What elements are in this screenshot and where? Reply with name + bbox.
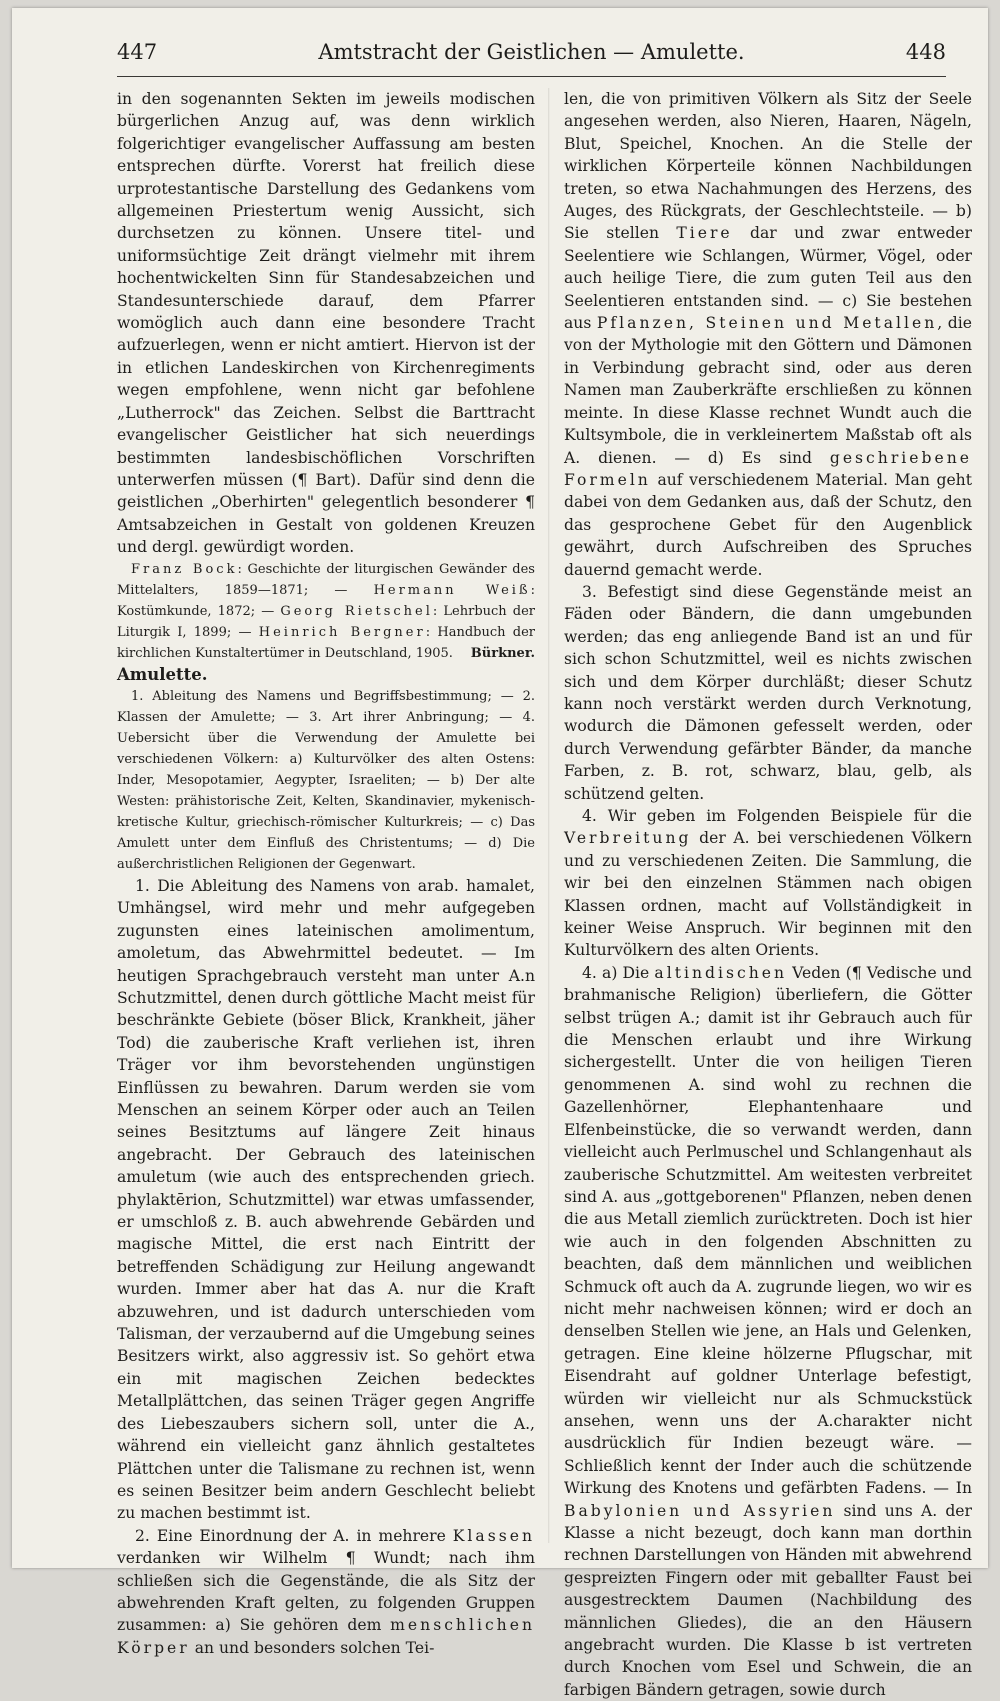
article-toc: 1. Ableitung des Namens und Begriffsbestimmung; — 2. Klassen der Amulette; — 3. Art ihrer Anbringung; — 4. Uebersicht über die Verwendung der Amulette bei verschiedenen Völkern: a) Kulturvölker des alten Ostens: Inder, Mesopotamier, Aegypter, Israeliten; — b) Der alte Westen: prähistorische Zeit, Kelten, Skandinavier, mykenisch-kretische Kultur, griechisch-römischer Kulturkreis; — c) Das Amulett unter dem Einfluß des Christentums; — d) Die außerchristlichen Religionen der Gegenwart.: [117, 688, 535, 872]
book-page: [12, 8, 988, 1699]
section-2-paragraph: 2. Eine Einordnung der A. in mehrere Klassen verdanken wir Wilhelm ¶ Wundt; nach ihm schließen sich die Gegenstände, die als Sitz der abwehrenden Kraft gelten, zu folgenden Gruppen zusammen: a) Sie gehören dem menschlichen Körper an und besonders solchen Tei-: [117, 1526, 535, 1657]
lit-author: Hermann Weiß: [373, 582, 531, 598]
lit-author: Heinrich Bergner: [258, 624, 426, 640]
lit-author: Georg Rietschel: [280, 603, 433, 619]
section-4-intro-paragraph: 4. Wir geben im Folgenden Beispiele für die Verbreitung der A. bei verschiedenen Völkern und zu verschiedenen Zeiten. Die Sammlung, die wir bei den einzelnen Stämmen nach obigen Klassen ordnen, macht auf Vollständigkeit in keiner Weise Anspruch. Wir beginnen mit den Kulturvölkern des alten Orients.: [564, 807, 972, 960]
page-number-left: 447: [117, 40, 158, 64]
running-header: [117, 36, 946, 77]
page-number-right: 448: [905, 40, 946, 64]
article-author: Bürkner.: [470, 645, 535, 661]
lit-title: : Kostümkunde, 1872; —: [117, 582, 535, 619]
article-title: Amulette.: [117, 664, 208, 684]
paragraph-amtstracht-end: in den sogenannten Sekten im jeweils modischen bürgerlichen Anzug auf, was denn wirklich folgerichtiger evangelischer Auffassung am besten entsprechen dürfte. Vorerst hat freilich diese urprotestantische Darstellung des Gedankens vom allgemeinen Priestertum wenig Aussicht, sich durchsetzen zu können. Unsere titel- und uniformsüchtige Zeit drängt vielmehr mit ihrem hochentwickelten Sinn für Standesabzeichen und Standesunterschiede darauf, dem Pfarrer womöglich auch dann eine besondere Tracht aufzuerlegen, wenn er nicht amtiert. Hiervon ist der in etlichen Landeskirchen von Kirchenregiments wegen empfohlene, wenn nicht gar befohlene „Lutherrock" das Zeichen. Selbst die Barttracht evangelischer Geistlicher hat sich neuerdings bestimmten landesbischöflichen Vorschriften unterwerfen müssen (¶ Bart). Dafür sind denn die geistlichen „Oberhirten" gelegentlich besonderer ¶ Amtsabzeichen in Gestalt von goldenen Kreuzen und dergl. gewürdigt worden.: [117, 90, 535, 557]
running-title: Amtstracht der Geistlichen — Amulette.: [318, 40, 745, 64]
lit-title: : Handbuch der kirchlichen Kunstaltertümer in Deutschland, 1905.: [117, 624, 535, 661]
section-4a-paragraph: 4. a) Die altindischen Veden (¶ Vedische und brahmanische Religion) überliefern, die Götter selbst trügen A.; damit ist ihr Gebrauch auch für die Menschen erlaubt und ihre Wirkung sichergestellt. Unter die von heiligen Tieren genommenen A. sind wohl zu rechnen die Gazellenhörner, Elephantenhaare und Elfenbeinstücke, die so verwandt werden, dann vielleicht auch Perlmuschel und Schlangenhaut als zauberische Schutzmittel. Am weitesten verbreitet sind A. aus „gottgeborenen" Pflanzen, neben denen die aus Metall ziemlich zurücktreten. Doch ist hier wie auch in den folgenden Abschnitten zu beachten, daß dem männlichen und weiblichen Schmuck oft auch da A. zugrunde liegen, wo wir es nicht mehr nachweisen können; wird er doch an denselben Stellen wie jene, an Hals und Gelenken, getragen. Eine kleine hölzerne Pflugschar, mit Eisendraht auf goldner Unterlage befestigt, würden wir vielleicht nur als Schmuckstück ansehen, wenn uns der A.charakter nicht ausdrücklich für Indien bezeugt wäre. — Schließlich kennt der Inder auch die schützende Wirkung des Knotens und gefärbten Fadens. — In Babylonien und Assyrien sind uns A. der Klasse a nicht bezeugt, doch kann man dorthin rechnen Darstellungen von Händen mit abwehrend gespreizten Fingern oder mit geballter Faust bei ausgestrecktem Daumen (Nachbildung des männlichen Gliedes), die an den Häusern angebracht wurden. Die Klasse b ist vertreten durch Knochen vom Esel und Schwein, die an farbigen Bändern getragen, sowie durch: [564, 963, 972, 1699]
gutter-shadow: [548, 88, 550, 1543]
literature-references: [117, 559, 535, 664]
left-column: [117, 88, 535, 1657]
lit-title: : Lehrbuch der Liturgik I, 1899; —: [117, 603, 535, 640]
lit-title: : Geschichte der liturgischen Gewänder des Mittelalters, 1859—1871; —: [117, 561, 535, 598]
right-column: [564, 88, 972, 1699]
section-3-paragraph: 3. Befestigt sind diese Gegenstände meist an Fäden oder Bändern, die dann umgebunden werden; das eng anliegende Band ist an und für sich schon Schutzmittel, weil es nichts zwischen sich und dem Körper durchläßt; dieser Schutz kann noch verstärkt werden durch Verknotung, wodurch die Dämonen gefesselt werden, oder durch Verwendung gefärbter Bänder, da manche Farben, z. B. rot, schwarz, blau, gelb, als schützend gelten.: [564, 582, 972, 803]
section-2-continuation: len, die von primitiven Völkern als Sitz der Seele angesehen werden, also Nieren, Haaren, Nägeln, Blut, Speichel, Knochen. An die Stelle der wirklichen Körperteile können Nachbildungen treten, so etwa Nachahmungen des Herzens, des Auges, des Rückgrats, der Geschlechtsteile. — b) Sie stellen Tiere dar und zwar entweder Seelentiere wie Schlangen, Würmer, Vögel, oder auch heilige Tiere, die zum guten Teil aus den Seelentieren entstanden sind. — c) Sie bestehen aus Pflanzen, Steinen und Metallen, die von der Mythologie mit den Göttern und Dämonen in Verbindung gebracht sind, oder aus deren Namen man Zauberkräfte erschließen zu können meinte. In diese Klasse rechnet Wundt auch die Kultsymbole, die in verkleinertem Maßstab oft als A. dienen. — d) Es sind geschriebene Formeln auf verschiedenem Material. Man geht dabei von dem Gedanken aus, daß der Schutz, den das gesprochene Gebet für den Augenblick gewährt, durch Aufschreiben des Spruches dauernd gemacht werde.: [564, 90, 972, 579]
lit-author: Franz Bock: [131, 561, 238, 577]
section-1-paragraph: 1. Die Ableitung des Namens von arab. hamalet, Umhängsel, wird mehr und mehr aufgegeben zugunsten eines lateinischen amolimentum, amoletum, das Abwehrmittel bedeutet. — Im heutigen Sprachgebrauch versteht man unter A.n Schutzmittel, denen durch göttliche Macht meist für beschränkte Gebiete (böser Blick, Krankheit, jäher Tod) die zauberische Kraft verliehen ist, ihren Träger vor ihm bevorstehenden ungünstigen Einflüssen zu bewahren. Darum werden sie vom Menschen an seinem Körper oder auch an Teilen seines Besitztums auf längere Zeit hinaus angebracht. Der Gebrauch des lateinischen amuletum (wie auch des entsprechenden griech. phylaktērion, Schutzmittel) war etwas umfassender, er umschloß z. B. auch abwehrende Gebärden und magische Mittel, die erst nach Eintritt der betreffenden Schädigung zur Heilung angewandt wurden. Immer aber hat das A. nur die Kraft abzuwehren, und ist dadurch unterschieden vom Talisman, der verzaubernd auf die Umgebung seines Besitzers wirkt, also aggressiv ist. So gehört etwa ein mit magischen Zeichen bedecktes Metallplättchen, das seinen Träger gegen Angriffe des Liebeszaubers sichern soll, unter die A., während ein vielleicht ganz ähnlich gestaltetes Plättchen unter die Talismane zu rechnen ist, wenn es seinen Besitzer beim andern Geschlecht beliebt zu machen bestimmt ist.: [117, 876, 535, 1523]
